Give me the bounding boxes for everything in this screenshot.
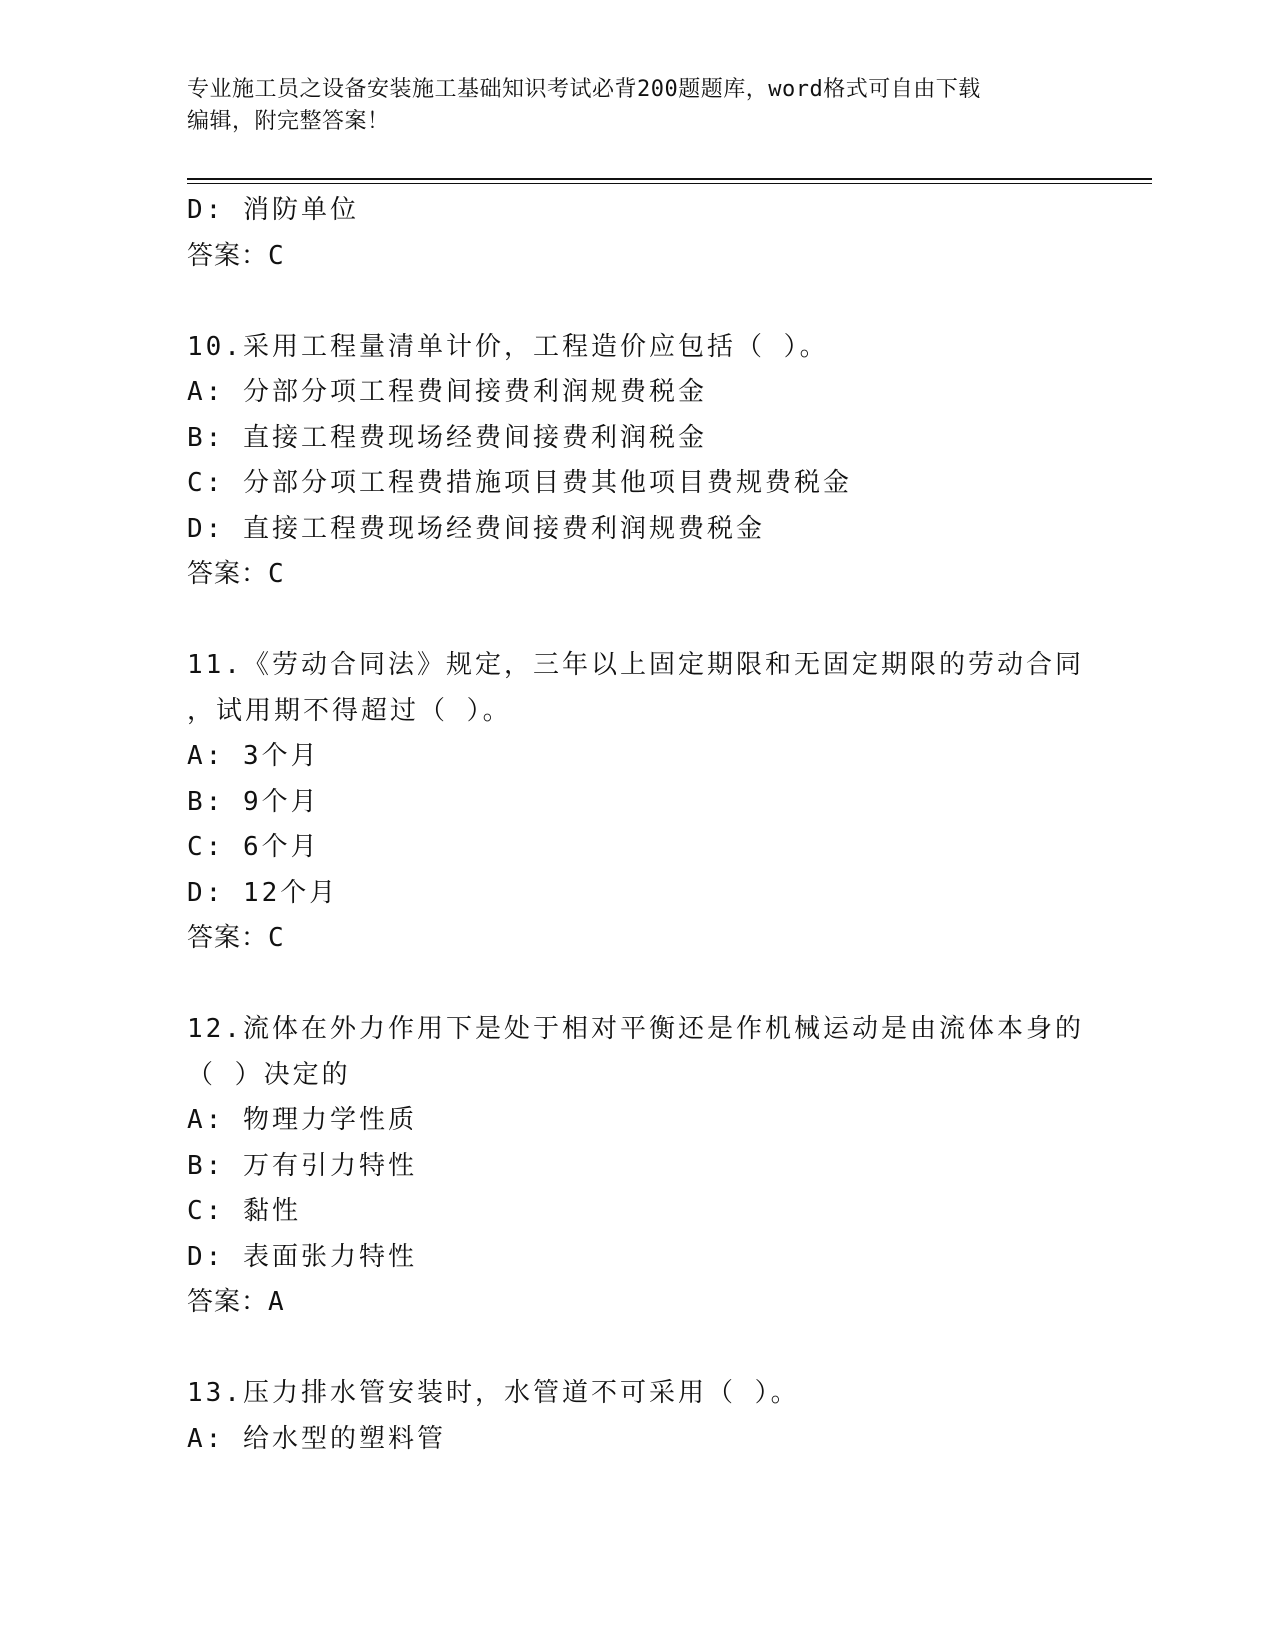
question-stem-line-2: （ ）决定的 — [187, 1059, 351, 1090]
option-c: C: 分部分项工程费措施项目费其他项目费规费税金 — [187, 468, 852, 498]
header-line-2: 编辑，附完整答案！ — [187, 109, 390, 134]
answer: 答案：A — [187, 1287, 285, 1317]
option-d: D: 12个月 — [187, 877, 339, 908]
answer: 答案：C — [187, 559, 285, 589]
option-b: B: 直接工程费现场经费间接费利润税金 — [187, 422, 707, 453]
question-13 — [187, 1371, 1087, 1462]
option-b: B: 万有引力特性 — [187, 1150, 417, 1181]
document-header — [187, 74, 1067, 138]
prev-option-d: D: 消防单位 — [187, 195, 359, 225]
option-a: A: 物理力学性质 — [187, 1105, 417, 1135]
spacer — [187, 962, 1087, 1008]
question-stem: 10.采用工程量清单计价，工程造价应包括（ ）。 — [187, 331, 829, 362]
spacer — [187, 279, 1087, 325]
answer: 答案：C — [187, 923, 285, 953]
question-stem-line-1: 11.《劳动合同法》规定，三年以上固定期限和无固定期限的劳动合同 — [187, 650, 1084, 680]
option-a: A: 分部分项工程费间接费利润规费税金 — [187, 377, 707, 407]
question-list — [187, 188, 1087, 1462]
question-stem: 13.压力排水管安装时，水管道不可采用（ ）。 — [187, 1378, 800, 1408]
option-a: A: 3个月 — [187, 741, 320, 771]
option-c: C: 黏性 — [187, 1196, 301, 1226]
header-line-1: 专业施工员之设备安装施工基础知识考试必背200题题库，word格式可自由下载 — [187, 77, 981, 102]
option-b: B: 9个月 — [187, 786, 320, 817]
prev-answer: 答案：C — [187, 240, 285, 271]
option-d: D: 表面张力特性 — [187, 1241, 417, 1272]
option-c: C: 6个月 — [187, 832, 320, 862]
question-12 — [187, 1007, 1087, 1326]
question-stem-line-2: ，试用期不得超过（ ）。 — [187, 695, 512, 726]
question-11 — [187, 643, 1087, 962]
question-stem-line-1: 12.流体在外力作用下是处于相对平衡还是作机械运动是由流体本身的 — [187, 1014, 1084, 1044]
option-d: D: 直接工程费现场经费间接费利润规费税金 — [187, 513, 765, 544]
spacer — [187, 1326, 1087, 1372]
option-a: A: 给水型的塑料管 — [187, 1423, 446, 1454]
header-divider — [187, 178, 1152, 184]
question-10 — [187, 325, 1087, 598]
spacer — [187, 598, 1087, 644]
